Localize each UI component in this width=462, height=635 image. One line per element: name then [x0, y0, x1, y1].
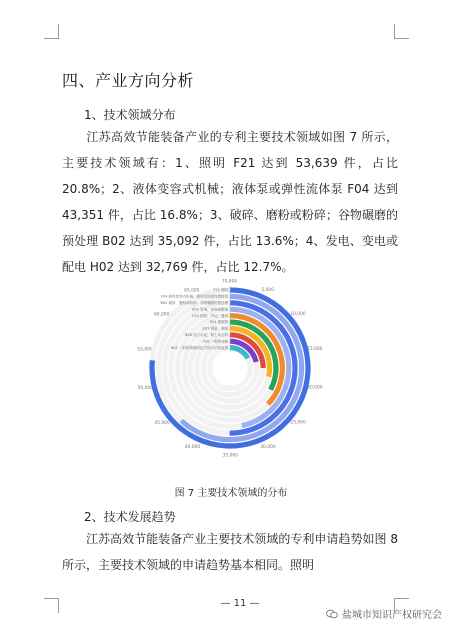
- watermark: [326, 606, 442, 621]
- series-label: B02 破碎、磨粉或粉碎；谷物碾磨的预处理: [160, 301, 228, 305]
- tick-label: 25,000: [290, 420, 306, 426]
- series-label: G01 测量；测试: [202, 326, 228, 331]
- section-title: 四、产业方向分析: [62, 71, 195, 90]
- tick-label: 65,000: [184, 288, 200, 294]
- tick-label: 10,000: [290, 312, 306, 318]
- tick-label: 60,000: [154, 312, 170, 318]
- series-label: B28 加工水泥、黏土或石料: [185, 333, 228, 337]
- series-label: B01 一般的物理或化学的方法或装置: [171, 345, 228, 350]
- tick-label: 70,000: [221, 279, 238, 285]
- crop-mark-top-left: [44, 24, 59, 39]
- tick-label: 50,000: [137, 386, 153, 392]
- tick-label: 40,000: [184, 445, 201, 450]
- paragraph-1: [62, 124, 398, 280]
- wechat-icon: [326, 609, 338, 619]
- tick-label: 15,000: [307, 347, 323, 352]
- tick-label: 30,000: [260, 444, 276, 450]
- crop-mark-top-right: [394, 24, 409, 39]
- figure-caption: 图 7 主要技术领域的分布: [174, 488, 288, 499]
- page-number: — 11 —: [220, 598, 260, 609]
- paragraph-2: [62, 526, 398, 578]
- crop-mark-bottom-left: [44, 598, 59, 613]
- tick-label: 5,000: [261, 288, 274, 294]
- tick-label: 35,000: [222, 453, 238, 459]
- series-label: F24 供热；炉灶；通风: [192, 313, 228, 318]
- series-label: F28 一般热交换: [202, 339, 228, 344]
- series-label: E04 建筑物: [209, 320, 228, 325]
- subsection-title-1: 1、技术领域分布: [84, 108, 176, 122]
- paragraph-1-text: 江苏高效节能装备产业的专利主要技术领域如图 7 所示，主要技术领域有：1、照明 F21 达到 53,639 件，占比 20.8%；2、液体变容式机械；液体泵或弹性流体泵 F04 达到 43,351 件，占比 16.8%；3、破碎、磨粉或粉碎；谷物碾磨的预处理 B02 达到 35,092 件，占比 13.6%；4、发电、变电或配电 H02 达到 32,769 件，占比 12.7%。: [62, 130, 398, 274]
- series-label: F21 照明: [213, 288, 228, 293]
- tick-label: 20,000: [307, 385, 323, 391]
- paragraph-2-text: 江苏高效节能装备产业主要技术领域的专利申请趋势如图 8 所示，主要技术领域的申请趋势基本相同。照明: [62, 532, 398, 572]
- radial-bar-chart: [112, 279, 342, 466]
- series-label: H02 发电、变电或配电: [191, 307, 228, 312]
- tick-label: 55,000: [137, 347, 153, 353]
- subsection-title-2: 2、技术发展趋势: [84, 510, 176, 524]
- watermark-text: 盐城市知识产权研究会: [342, 610, 442, 621]
- tick-label: 45,000: [154, 421, 170, 426]
- series-label: F04 液体变容式机械；液体泵或弹性流体泵: [160, 294, 228, 299]
